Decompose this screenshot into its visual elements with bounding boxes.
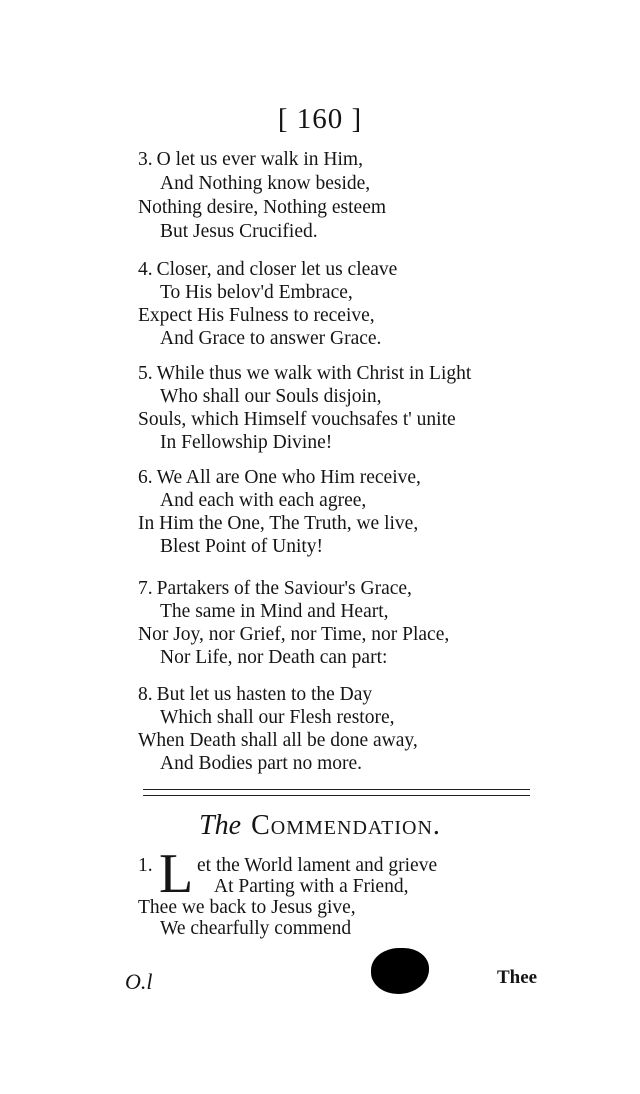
commendation-line-2: At Parting with a Friend, (214, 876, 409, 897)
stanza-8-line-1: 8. But let us hasten to the Day (138, 684, 373, 705)
heading-title: Commendation. (251, 810, 441, 841)
heading-prefix: The (199, 810, 242, 841)
stanza-5-line-1: 5. While thus we walk with Christ in Light (138, 363, 472, 384)
stanza-8-line-3: When Death shall all be done away, (138, 730, 418, 751)
stanza-8-line-4: And Bodies part no more. (160, 753, 363, 774)
stanza-6-line-2: And each with each agree, (160, 490, 367, 511)
catchword: Thee (497, 967, 538, 988)
stanza-4-line-1: 4. Closer, and closer let us cleave (138, 259, 398, 280)
section-heading (0, 808, 640, 844)
stanza-number: 4. (138, 259, 153, 280)
stanza-4-line-4: And Grace to answer Grace. (160, 328, 382, 349)
stanza-3-line-4: But Jesus Crucified. (160, 221, 318, 242)
section-divider (143, 789, 530, 790)
stanza-number: 7. (138, 578, 153, 599)
stanza-number: 8. (138, 684, 153, 705)
stanza-5-line-3: Souls, which Himself vouchsafes t' unite (138, 409, 456, 430)
stanza-7-line-3: Nor Joy, nor Grief, nor Time, nor Place, (138, 624, 450, 645)
stanza-4-line-3: Expect His Fulness to receive, (138, 305, 375, 326)
signature-mark: O.l (125, 969, 153, 994)
stanza-7-line-4: Nor Life, nor Death can part: (160, 647, 388, 668)
stanza-6-line-4: Blest Point of Unity! (160, 536, 324, 557)
commendation-line-4: We chearfully commend (160, 918, 352, 939)
stanza-4-line-2: To His belov'd Embrace, (160, 282, 353, 303)
stanza-3-line-2: And Nothing know beside, (160, 173, 371, 194)
stanza-number: 6. (138, 467, 153, 488)
stanza-7-line-2: The same in Mind and Heart, (160, 601, 389, 622)
stanza-7-line-1: 7. Partakers of the Saviour's Grace, (138, 578, 412, 599)
stanza-3-line-3: Nothing desire, Nothing esteem (138, 197, 387, 218)
ink-blot (371, 948, 429, 994)
stanza-5-line-4: In Fellowship Divine! (160, 432, 333, 453)
drop-cap: L (159, 843, 194, 905)
stanza-number: 3. (138, 149, 153, 170)
section-divider-second (143, 795, 530, 796)
stanza-5-line-2: Who shall our Souls disjoin, (160, 386, 382, 407)
stanza-number: 5. (138, 363, 153, 384)
stanza-6-line-3: In Him the One, The Truth, we live, (138, 513, 419, 534)
stanza-6-line-1: 6. We All are One who Him receive, (138, 467, 421, 488)
commendation-line-3: Thee we back to Jesus give, (138, 897, 356, 918)
stanza-3-line-1: 3. O let us ever walk in Him, (138, 149, 363, 170)
stanza-8-line-2: Which shall our Flesh restore, (160, 707, 395, 728)
section-stanza-number: 1. (138, 855, 153, 876)
page-number: [ 160 ] (277, 103, 363, 135)
commendation-line-1: et the World lament and grieve (197, 855, 438, 876)
